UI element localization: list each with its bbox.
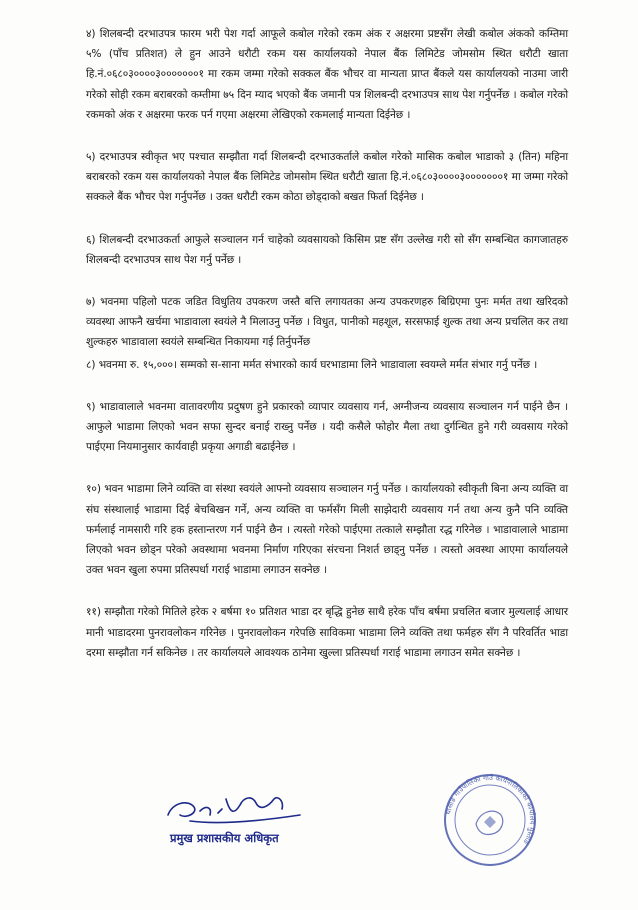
clause-8: ८) भवनमा रु. १५,०००। सम्मको स-साना मर्मत संभारको कार्य घरभाडामा लिने भाडावाला स्वयम्ले मर्मत संभार गर्नु पर्नेछ ।: [86, 358, 538, 371]
clause-4: ४) शिलबन्दी दरभाउपत्र फारम भरी पेश गर्दा आफूले कबोल गरेको रकम अंक र अक्षरमा प्रष्टसँग लेखी कबोल अंकको कम्तिमा ५% (पाँच प्रतिशत) ले हुन आउने धरौटी रकम यस कार्यालयको नेपाल बैंक लिमिटेड जोमसोम स्थित धरौटी खाता हि.नं.०६८०३००००३०००००००१ मा रकम जम्मा गरेको सक्कल बैंक भौचर वा मान्यता प्राप्त बैंकले यस कार्यालयको नाउमा जारी गरेको सोही रकम बराबरको कम्तीमा ७५ दिन म्याद भएको बैंक जमानी पत्र शिलबन्दी दरभाउपत्र साथ पेश गर्नुपर्नेछ । कबोल गरेको रकमको अंक र अक्षरमा फरक पर्न गएमा अक्षरमा लेखिएको रकमलाई मान्यता दिईनेछ ।: [86, 28, 568, 121]
clause-10: १०) भवन भाडामा लिने व्यक्ति वा संस्था स्वयंले आफ्नो व्यवसाय सञ्चालन गर्नु पर्नेछ । कार्यालयको स्वीकृती बिना अन्य व्यक्ति वा संघ संस्थालाई भाडामा दिई बेचबिखन गर्ने, अन्य व्यक्ति वा फर्मसँग मिली साझेदारी व्यवसाय गर्न तथा अन्य कुनै पनि व्यक्ति फर्मलाई नामसारी गरि हक हस्तान्तरण गर्न पाईने छैन । त्यस्तो गरेको पाईएमा तत्काले सम्झौता रद्ध गरिनेछ । भाडावालाले भाडामा लिएको भवन छोड्न परेको अवस्थामा भवनमा निर्माण गरिएका संरचना निशर्त छाड्नु पर्नेछ । त्यस्तो अवस्था आएमा कार्यालयले उक्त भवन खुला रुपमा प्रतिस्पर्धा गराई भाडामा लगाउन सक्नेछ ।: [86, 483, 568, 577]
clause-7: ७) भवनमा पहिलो पटक जडित विधुतिय उपकरण जस्तै बत्ति लगायतका अन्य उपकरणहरु बिग्रिएमा पुनः मर्मत तथा खरिदको व्यवस्था आफनै खर्चमा भाडावाला स्वयंले नै मिलाउनु पर्नेछ । विधुत, पानीको महशूल, सरसफाई शुल्क तथा अन्य प्रचलित कर तथा शुल्कहरु भाडावाला स्वयंले सम्बन्धित निकायमा गई तिर्नुपर्नेछ: [86, 296, 568, 349]
clause-5: ५) दरभाउपत्र स्वीकृत भए पश्चात सम्झौता गर्दा शिलबन्दी दरभाउकर्ताले कबोल गरेको मासिक कबोल भाडाको ३ (तिन) महिना बराबरको रकम यस कार्यालयको नेपाल बैंक लिमिटेड जोमसोम स्थित धरौटी खाता हि.नं.०६८०३००००३०००००००१ मा जम्मा गरेको सक्कले बैंक भौचर पेश गर्नुपर्नेछ । उक्त धरौटी रकम कोठा छोड्दाको बखत फिर्ता दिईनेछ ।: [86, 151, 568, 204]
clauses-list: [86, 24, 568, 685]
clause-6: ६) शिलबन्दी दरभाउकर्ता आफुले सञ्चालन गर्न चाहेको व्यवसायको किसिम प्रष्ट सँग उल्लेख गरी सो सँग सम्बन्धित कागजातहरु शिलबन्दी दरभाउपत्र साथ पेश गर्नु पर्नेछ ।: [86, 233, 568, 266]
office-seal: [440, 770, 540, 870]
handwritten-signature: [160, 785, 310, 833]
signature-block: [160, 785, 310, 855]
clause-9: ९) भाडावालाले भवनमा वातावरणीय प्रदुषण हुने प्रकारको व्यापार व्यवसाय गर्न, अग्नीजन्य व्यवसाय सञ्चालन गर्न पाईने छैन । आफुले भाडामा लिएको भवन सफा सुन्दर बनाई राख्नु पर्नेछ । यदी कसैले फोहोर मैला तथा दुर्गन्धित हुने गरी व्यवसाय गरेको पाईएमा नियमानुसार कार्यवाही प्रकृया अगाडी बढाईनेछ ।: [86, 400, 568, 454]
clause-11: ११) सम्झौता गरेको मितिले हरेक २ बर्षमा १० प्रतिशत भाडा दर बृद्धि हुनेछ साथै हरेक पाँच बर्षमा प्रचलित बजार मुल्यलाई आधार मानी भाडादरमा पुनरावलोकन गरिनेछ । पुनरावलोकन गरेपछि साविकमा भाडामा लिने व्यक्ति तथा फर्महरु सँग नै परिवर्तित भाडा दरमा सम्झौता गर्न सकिनेछ । तर कार्यालयले आवश्यक ठानेमा खुल्ला प्रतिस्पर्धा गराई भाडामा लगाउन समेत सक्नेछ ।: [86, 606, 568, 659]
svg-text:थासाङ गाउँपालिका गाउँ कार्यपाल: थासाङ गाउँपालिका गाउँ कार्यपालिकाको कार्यालय मुस्ताङ: [444, 773, 537, 846]
signatory-title: प्रमुख प्रशासकीय अधिकृत: [170, 831, 279, 845]
